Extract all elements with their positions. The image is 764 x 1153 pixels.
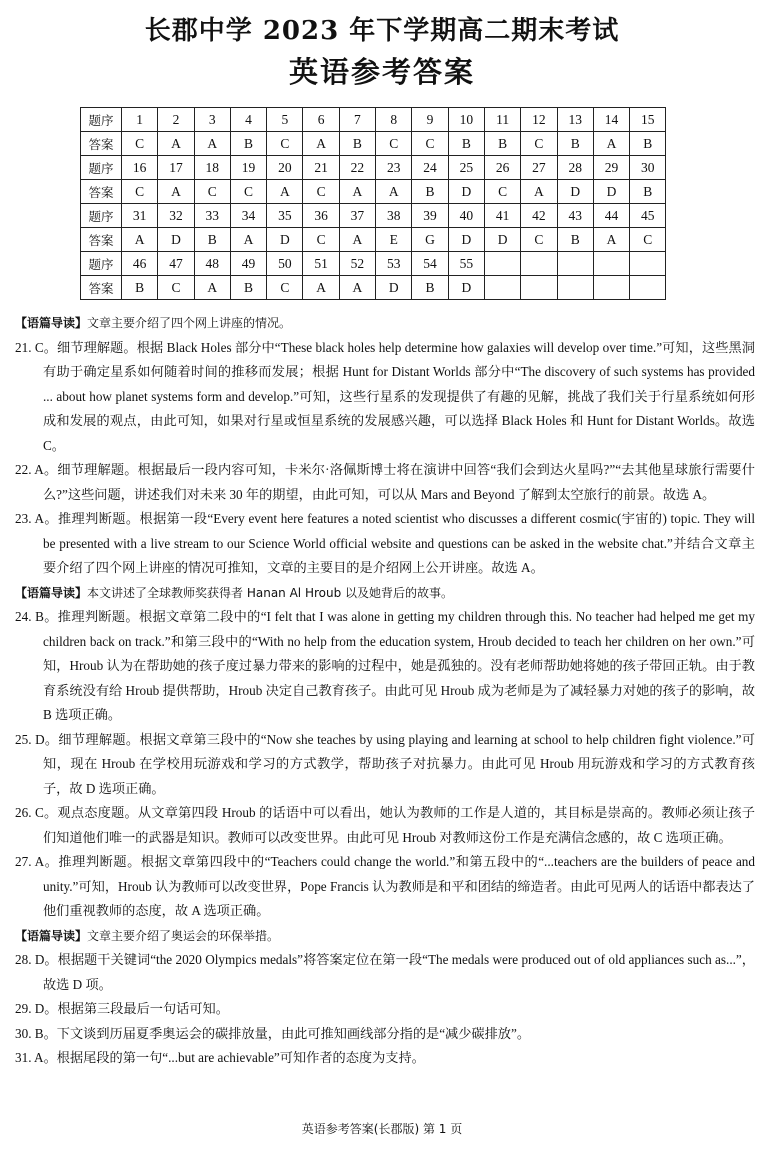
answer-cell: C	[267, 132, 303, 156]
answer-cell: B	[412, 180, 448, 204]
answer-cell: C	[521, 132, 557, 156]
answer-explanation: 29. D。根据第三段最后一句话可知。	[15, 1001, 229, 1016]
answer-cell: C	[267, 276, 303, 300]
answer-cell: 2	[158, 108, 194, 132]
answer-cell: A	[521, 180, 557, 204]
answer-table-row	[81, 132, 666, 156]
reading-guide	[15, 311, 755, 336]
answer-explanation: 26. C。观点态度题。从文章第四段 Hroub 的话语中可以看出，她认为教师的工作是人道的，其目标是崇高的。教师必须让孩子们知道他们唯一的武器是知识。教师可以改变世界。由此可见 Hroub 对教师这份工作是充满信念感的，故 C 选项正确。	[15, 805, 755, 845]
answer-cell: 3	[194, 108, 230, 132]
answer-cell: A	[122, 228, 158, 252]
answer-cell: D	[448, 180, 484, 204]
answer-cell: 44	[593, 204, 629, 228]
answer-cell: 45	[630, 204, 666, 228]
answer-cell: 6	[303, 108, 339, 132]
answer-cell: B	[194, 228, 230, 252]
answer-cell	[521, 252, 557, 276]
answer-cell: 43	[557, 204, 593, 228]
answer-cell: 18	[194, 156, 230, 180]
answer-cell: B	[339, 132, 375, 156]
answer-cell: C	[194, 180, 230, 204]
answer-cell: 49	[230, 252, 266, 276]
answer-cell	[630, 276, 666, 300]
page-subtitle: 英语参考答案	[288, 55, 475, 89]
answer-cell: 16	[122, 156, 158, 180]
row-label: 答案	[81, 276, 122, 300]
answer-explanation: 28. D。根据题干关键词“the 2020 Olympics medals”将答案定位在第一段“The medals were produced out of old appliances such as...”，故选 D 项。	[15, 952, 755, 992]
answer-table-row	[81, 228, 666, 252]
answer-explanation: 30. B。下文谈到历届夏季奥运会的碳排放量，由此可推知画线部分指的是“减少碳排放”。	[15, 1025, 531, 1041]
answer-cell: 9	[412, 108, 448, 132]
answer-cell	[557, 252, 593, 276]
answer-cell: A	[593, 132, 629, 156]
answer-cell: D	[448, 228, 484, 252]
answer-cell	[484, 252, 520, 276]
answer-cell: 46	[122, 252, 158, 276]
reading-guide	[15, 924, 755, 949]
row-label: 答案	[81, 180, 122, 204]
answer-table-row	[81, 108, 666, 132]
answer-cell: 35	[267, 204, 303, 228]
answer-cell: A	[194, 132, 230, 156]
answer-explanation: 24. B。推理判断题。根据文章第二段中的“I felt that I was alone in getting my children through this. No teacher had helped me get my children back on track.”和第三段中的“With no help from the education system, Hroub decided to teach her children on her own.”可知，Hroub 认为在帮助她的孩子度过暴力带来的影响的过程中，她是孤独的。没有老师帮助她将她的孩子带回正轨。由于教育系统没有给 Hroub 提供帮助，Hroub 决定自己教育孩子。由此可见 Hroub 成为老师是为了减轻暴力对她的孩子的影响，故 B 选项正确。	[15, 609, 755, 722]
answer-table	[80, 107, 666, 300]
answer-cell	[630, 252, 666, 276]
answer-cell	[593, 252, 629, 276]
answer-explanation: 27. A。推理判断题。根据文章第四段中的“Teachers could change the world.”和第五段中的“...teachers are the builders of peace and unity.”可知，Hroub 认为教师可以改变世界，Pope Francis 认为教师是和平和团结的缔造者。由此可见两人的话语中都表达了他们重视教师的态度，故 A 选项正确。	[15, 854, 755, 918]
answer-table-row	[81, 252, 666, 276]
answer-cell: C	[230, 180, 266, 204]
answer-cell: A	[339, 276, 375, 300]
row-label: 答案	[81, 132, 122, 156]
answer-cell: 47	[158, 252, 194, 276]
answer-cell: D	[484, 228, 520, 252]
answer-cell: 30	[630, 156, 666, 180]
answer-cell: C	[122, 180, 158, 204]
answer-cell: C	[630, 228, 666, 252]
answer-cell	[484, 276, 520, 300]
answer-cell: B	[448, 132, 484, 156]
answer-table-row	[81, 204, 666, 228]
answer-cell: 24	[412, 156, 448, 180]
answer-cell: D	[158, 228, 194, 252]
answer-cell: B	[484, 132, 520, 156]
answer-cell: 40	[448, 204, 484, 228]
answer-cell: 12	[521, 108, 557, 132]
guide-text: 文章主要介绍了奥运会的环保举措。	[87, 928, 280, 943]
answer-cell: 32	[158, 204, 194, 228]
answer-cell	[557, 276, 593, 300]
answer-cell: B	[122, 276, 158, 300]
answer-cell: C	[303, 228, 339, 252]
answer-cell: 55	[448, 252, 484, 276]
answer-explanation: 31. A。根据尾段的第一句“...but are achievable”可知作者的态度为支持。	[15, 1050, 425, 1065]
guide-text: 文章主要介绍了四个网上讲座的情况。	[87, 316, 292, 330]
answer-explanation: 21. C。细节理解题。根据 Black Holes 部分中“These black holes help determine how galaxies will develop over time.”可知，这些黑洞有助于确定星系如何随着时间的推移而发展；根据 Hunt for Distant Worlds 部分中“The discovery of such systems has provided ... about how planet systems form and develop.”可知，这些行星系的发现提供了有趣的见解，挑战了我们关于行星系统如何形成和发展的观点，由此可知，如果对行星或恒星系统的发展感兴趣，可以选择 Black Holes 和 Hunt for Distant Worlds。故选 C。	[15, 339, 755, 453]
answer-cell: 21	[303, 156, 339, 180]
answer-cell	[521, 276, 557, 300]
answer-cell: 8	[376, 108, 412, 132]
answer-cell: 48	[194, 252, 230, 276]
answer-cell: 4	[230, 108, 266, 132]
answer-cell: B	[412, 276, 448, 300]
guide-text: 本文讲述了全球教师奖获得者 Hanan Al Hroub 以及她背后的故事。	[87, 585, 454, 600]
answer-cell: 28	[557, 156, 593, 180]
answer-cell: C	[122, 132, 158, 156]
answer-cell: A	[303, 132, 339, 156]
answer-table-row	[81, 276, 666, 300]
answer-cell: 10	[448, 108, 484, 132]
answer-cell: B	[630, 180, 666, 204]
answer-cell: 19	[230, 156, 266, 180]
answer-cell: 54	[412, 252, 448, 276]
guide-tag: 【语篇导读】	[15, 316, 88, 330]
answer-cell: A	[230, 228, 266, 252]
answer-explanation: 23. A。推理判断题。根据第一段“Every event here features a noted scientist who discusses a different cosmic(宇宙的) topic. They will be presented with a live stream to our Science World official website and questions can be asked in the website chat.”并结合文章主要介绍了四个网上讲座的情况可推知，文章的主要目的是介绍网上公开讲座。故选 A。	[15, 511, 755, 575]
answer-cell: 36	[303, 204, 339, 228]
answer-cell: C	[412, 132, 448, 156]
answer-cell: A	[339, 180, 375, 204]
answer-cell: D	[376, 276, 412, 300]
guide-tag: 【语篇导读】	[15, 928, 88, 943]
row-label: 题序	[81, 204, 122, 228]
row-label: 答案	[81, 228, 122, 252]
answer-cell: A	[158, 132, 194, 156]
answer-cell: 37	[339, 204, 375, 228]
answer-cell: 51	[303, 252, 339, 276]
answer-cell: G	[412, 228, 448, 252]
answer-explanation: 25. D。细节理解题。根据文章第三段中的“Now she teaches by using playing and learning at school to help children fight violence.”可知，现在 Hroub 在学校用玩游戏和学习的方式教学，帮助孩子对抗暴力。由此可见 Hroub 用玩游戏和学习的方式教育孩子，故 D 选项正确。	[15, 731, 755, 796]
answer-cell: 15	[630, 108, 666, 132]
answer-cell: 52	[339, 252, 375, 276]
answer-cell: C	[158, 276, 194, 300]
answer-cell: 50	[267, 252, 303, 276]
answer-cell: C	[376, 132, 412, 156]
answer-cell: 42	[521, 204, 557, 228]
answer-cell: C	[484, 180, 520, 204]
answer-cell: A	[158, 180, 194, 204]
answer-cell: 31	[122, 204, 158, 228]
row-label: 题序	[81, 108, 122, 132]
explanations	[15, 311, 755, 1071]
answer-cell: 27	[521, 156, 557, 180]
answer-cell: 39	[412, 204, 448, 228]
answer-cell	[593, 276, 629, 300]
answer-cell: A	[267, 180, 303, 204]
answer-cell: A	[376, 180, 412, 204]
answer-cell: A	[303, 276, 339, 300]
row-label: 题序	[81, 156, 122, 180]
answer-cell: 22	[339, 156, 375, 180]
answer-cell: E	[376, 228, 412, 252]
answer-cell: 5	[267, 108, 303, 132]
answer-cell: 33	[194, 204, 230, 228]
reading-guide	[15, 581, 755, 606]
page-title: 长郡中学 2023 年下学期高二期末考试	[144, 16, 620, 46]
answer-cell: D	[267, 228, 303, 252]
answer-cell: B	[230, 276, 266, 300]
answer-cell: D	[557, 180, 593, 204]
answer-cell: C	[303, 180, 339, 204]
answer-cell: B	[630, 132, 666, 156]
answer-cell: 26	[484, 156, 520, 180]
answer-cell: 17	[158, 156, 194, 180]
row-label: 题序	[81, 252, 122, 276]
answer-cell: B	[230, 132, 266, 156]
answer-cell: 53	[376, 252, 412, 276]
answer-cell: 7	[339, 108, 375, 132]
answer-cell: B	[557, 228, 593, 252]
answer-cell: 11	[484, 108, 520, 132]
answer-table-row	[81, 180, 666, 204]
answer-cell: 23	[376, 156, 412, 180]
answer-cell: 38	[376, 204, 412, 228]
answer-cell: D	[448, 276, 484, 300]
answer-cell: 29	[593, 156, 629, 180]
answer-cell: B	[557, 132, 593, 156]
answer-cell: A	[339, 228, 375, 252]
guide-tag: 【语篇导读】	[15, 585, 88, 600]
answer-cell: 1	[122, 108, 158, 132]
answer-table-row	[81, 156, 666, 180]
answer-cell: A	[194, 276, 230, 300]
answer-cell: 34	[230, 204, 266, 228]
answer-cell: C	[521, 228, 557, 252]
answer-cell: 14	[593, 108, 629, 132]
answer-cell: 20	[267, 156, 303, 180]
page-footer: 英语参考答案(长郡版) 第 1 页	[301, 1122, 463, 1136]
answer-cell: 25	[448, 156, 484, 180]
answer-cell: 13	[557, 108, 593, 132]
answer-cell: 41	[484, 204, 520, 228]
answer-cell: A	[593, 228, 629, 252]
answer-explanation: 22. A。细节理解题。根据最后一段内容可知，卡米尔·洛佩斯博士将在演讲中回答“我们会到达火星吗?”“去其他星球旅行需要什么?”这些问题，讲述我们对未来 30 年的期望，由此可知，可以从 Mars and Beyond 了解到太空旅行的前景。故选 A。	[15, 462, 755, 502]
answer-cell: D	[593, 180, 629, 204]
